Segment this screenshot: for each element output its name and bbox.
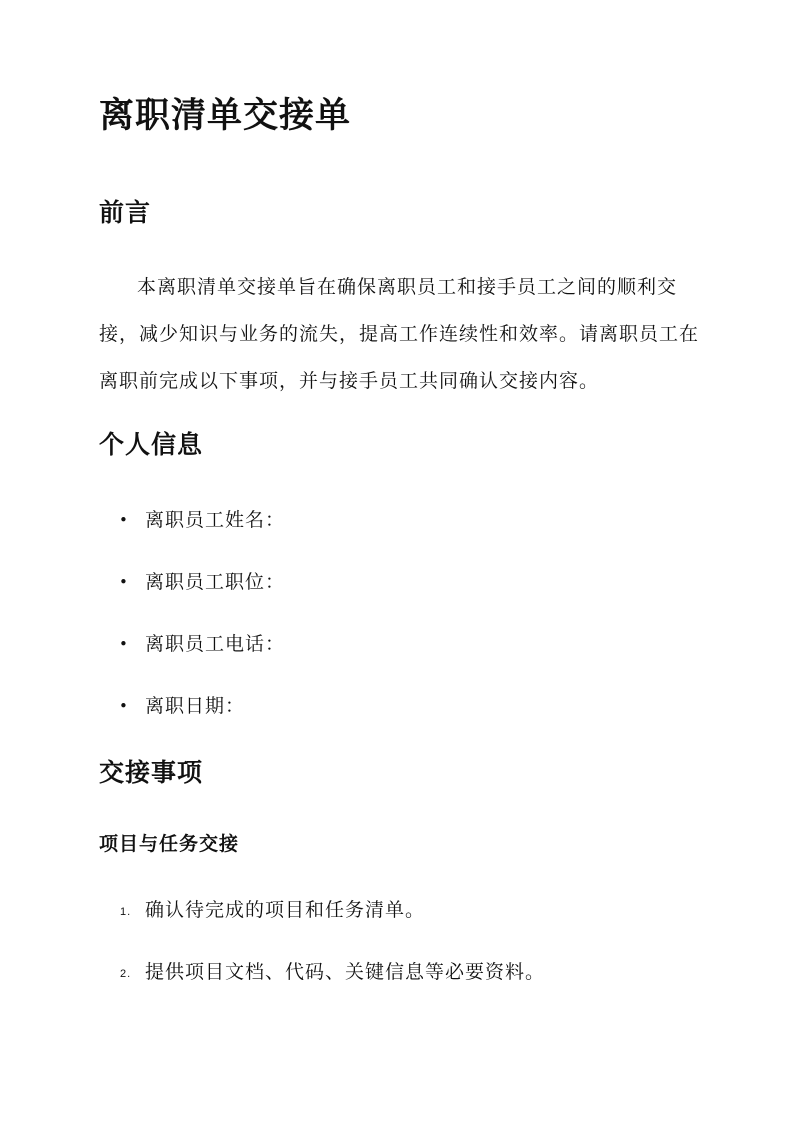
bullet-marker: • [119,697,129,715]
list-item-text: 离职员工电话： [145,633,286,655]
section-heading-personal-info: 个人信息 [99,430,204,459]
bullet-marker: • [119,573,129,591]
document-title: 离职清单交接单 [99,95,352,136]
number-marker: 1. [120,906,132,918]
section-heading-handover: 交接事项 [99,758,204,787]
bullet-marker: • [119,511,129,529]
list-item-text: 确认待完成的项目和任务清单。 [145,899,426,921]
list-item-text: 离职日期： [145,695,246,717]
section-heading-preface: 前言 [99,198,152,227]
list-item-text: 离职员工职位： [145,571,286,593]
list-item-text: 离职员工姓名： [145,509,286,531]
subsection-heading-project-task: 项目与任务交接 [99,833,240,855]
number-marker: 2. [120,968,132,980]
bullet-marker: • [119,635,129,653]
preface-paragraph: 本离职清单交接单旨在确保离职员工和接手员工之间的顺利交接，减少知识与业务的流失，提高工作连续性和效率。请离职员工在离职前完成以下事项，并与接手员工共同确认交接内容。 [99,276,700,392]
list-item-text: 提供项目文档、代码、关键信息等必要资料。 [145,961,546,983]
